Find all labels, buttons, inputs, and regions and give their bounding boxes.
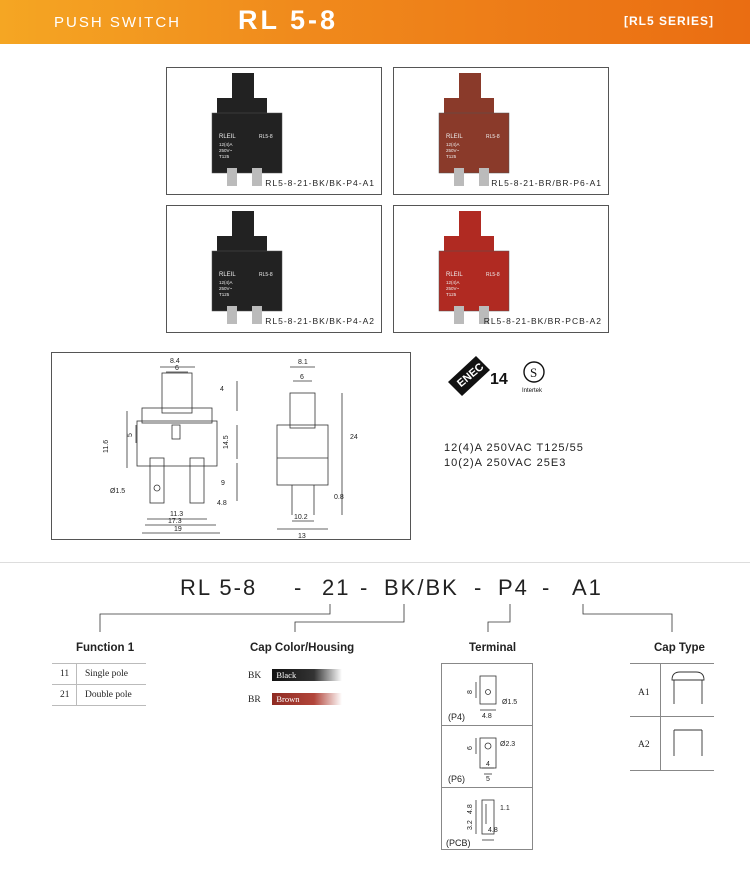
enec-number: 14: [490, 371, 508, 388]
code-sep-2: -: [360, 575, 370, 600]
svg-text:RL5-8: RL5-8: [259, 134, 273, 140]
series-label: [RL5 SERIES]: [623, 14, 714, 28]
product-type-label: PUSH SWITCH: [54, 14, 181, 31]
svg-text:T125: T125: [446, 154, 457, 159]
svg-text:250V~: 250V~: [446, 286, 460, 291]
rating-line-2: 10(2)A 250VAC 25E3: [444, 457, 567, 469]
cap-color-row-br: [248, 693, 342, 705]
code-model: RL 5-8: [180, 575, 258, 600]
cap-type-drawings: [666, 670, 710, 762]
code-sep-3: -: [474, 575, 484, 600]
dim-front-outer: 17.3: [168, 518, 182, 525]
cap-type-title: Cap Type: [654, 642, 705, 654]
cap-color-title: Cap Color/Housing: [250, 642, 355, 654]
terminal-pcb-dim-h2: 3.2: [467, 820, 474, 830]
cap-type-panel: [630, 663, 714, 771]
terminal-p4-hole: Ø1.5: [502, 699, 518, 706]
dim-front-cap: 6: [175, 365, 179, 372]
terminal-pcb-dim-h: 4.8: [467, 804, 474, 814]
code-terminal: P4: [498, 575, 529, 600]
svg-text:250V~: 250V~: [219, 286, 233, 291]
svg-text:RLEIL: RLEIL: [446, 134, 463, 140]
cap-color-row-bk: [248, 669, 342, 681]
product-code-label: RL5-8-21-BR/BR-P6-A1: [491, 178, 602, 188]
cap-color-swatch: Black: [272, 669, 342, 681]
cap-color-swatch: Brown: [272, 693, 342, 705]
dim-side-height: 24: [350, 434, 358, 441]
cap-color-code: BK: [248, 671, 262, 681]
code-sep-4: -: [542, 575, 552, 600]
terminal-panel: [441, 663, 533, 850]
intertek-label: Intertek: [522, 388, 543, 394]
dim-front-body: 14.5: [223, 435, 230, 449]
svg-text:ENEC: ENEC: [455, 360, 487, 390]
code-color: BK/BK: [384, 575, 459, 600]
product-code-label: RL5-8-21-BK/BK-P4-A1: [265, 178, 375, 188]
svg-text:12(4)A: 12(4)A: [219, 142, 233, 147]
function-title: Function 1: [76, 642, 135, 654]
svg-text:RL5-8: RL5-8: [486, 134, 500, 140]
function-code: 21: [52, 685, 77, 706]
svg-text:12(4)A: 12(4)A: [219, 280, 233, 285]
dim-side-width: 8.1: [298, 359, 308, 366]
dim-front-pin: 9: [221, 480, 225, 487]
terminal-p6-dim-h: 6: [467, 746, 474, 750]
dim-hole: Ø1.5: [110, 488, 126, 495]
cap-type-code: A2: [638, 740, 650, 750]
function-code: 11: [52, 664, 77, 685]
svg-text:RL5-8: RL5-8: [259, 272, 273, 278]
svg-text:RLEIL: RLEIL: [446, 272, 463, 278]
model-title: RL 5-8: [238, 5, 339, 35]
dim-front-width: 8.4: [170, 358, 180, 365]
dim-front-pin-width: 4.8: [217, 500, 227, 507]
terminal-pcb-name: (PCB): [446, 838, 471, 848]
terminal-p4-dim-h: 8: [467, 690, 474, 694]
dim-front-pitch: 11.3: [170, 511, 184, 518]
dim-side-cap: 6: [300, 374, 304, 381]
dim-side-pitch: 10.2: [294, 514, 308, 521]
terminal-pcb-dim-w: 4.8: [488, 827, 498, 834]
function-row: [52, 685, 146, 706]
terminal-p6-name: (P6): [448, 774, 466, 784]
function-label: Double pole: [77, 685, 147, 706]
svg-text:RLEIL: RLEIL: [219, 272, 236, 278]
svg-text:T125: T125: [446, 292, 457, 297]
terminal-p4-name: (P4): [448, 712, 466, 722]
svg-text:RL5-8: RL5-8: [486, 272, 500, 278]
dim-front-height: 11.6: [103, 439, 110, 453]
dim-front-total: 19: [174, 526, 182, 533]
svg-text:RLEIL: RLEIL: [219, 134, 236, 140]
svg-text:12(4)A: 12(4)A: [446, 142, 460, 147]
svg-text:T125: T125: [219, 292, 230, 297]
function-label: Single pole: [77, 664, 147, 685]
dim-front-top: 4: [220, 386, 224, 393]
terminal-p6-hole: Ø2.3: [500, 741, 516, 748]
terminal-title: Terminal: [469, 642, 517, 654]
cap-color-code: BR: [248, 695, 261, 705]
svg-text:250V~: 250V~: [219, 148, 233, 153]
rating-line-1: 12(4)A 250VAC T125/55: [444, 442, 584, 454]
terminal-p4-dim-w: 4.8: [482, 713, 492, 720]
terminal-pcb-dim-t: 1.1: [500, 805, 510, 812]
code-function: 21: [322, 575, 351, 600]
product-code-label: RL5-8-21-BK/BR-PCB-A2: [483, 316, 602, 326]
function-row: [52, 664, 146, 685]
cap-type-code: A1: [638, 688, 650, 698]
svg-text:12(4)A: 12(4)A: [446, 280, 460, 285]
product-code-label: RL5-8-21-BK/BK-P4-A2: [265, 316, 375, 326]
intertek-mark: S: [530, 365, 538, 380]
terminal-p6-dim-w: 4: [486, 761, 490, 768]
code-cap: A1: [572, 575, 603, 600]
terminal-p6-dim-w2: 5: [486, 776, 490, 783]
function-table: [52, 663, 146, 706]
code-sep-1: -: [294, 575, 304, 600]
svg-text:T125: T125: [219, 154, 230, 159]
dim-side-total: 13: [298, 533, 306, 539]
dim-side-pin: 0.8: [334, 494, 344, 501]
dim-front-slot: 5: [127, 433, 134, 437]
svg-text:250V~: 250V~: [446, 148, 460, 153]
